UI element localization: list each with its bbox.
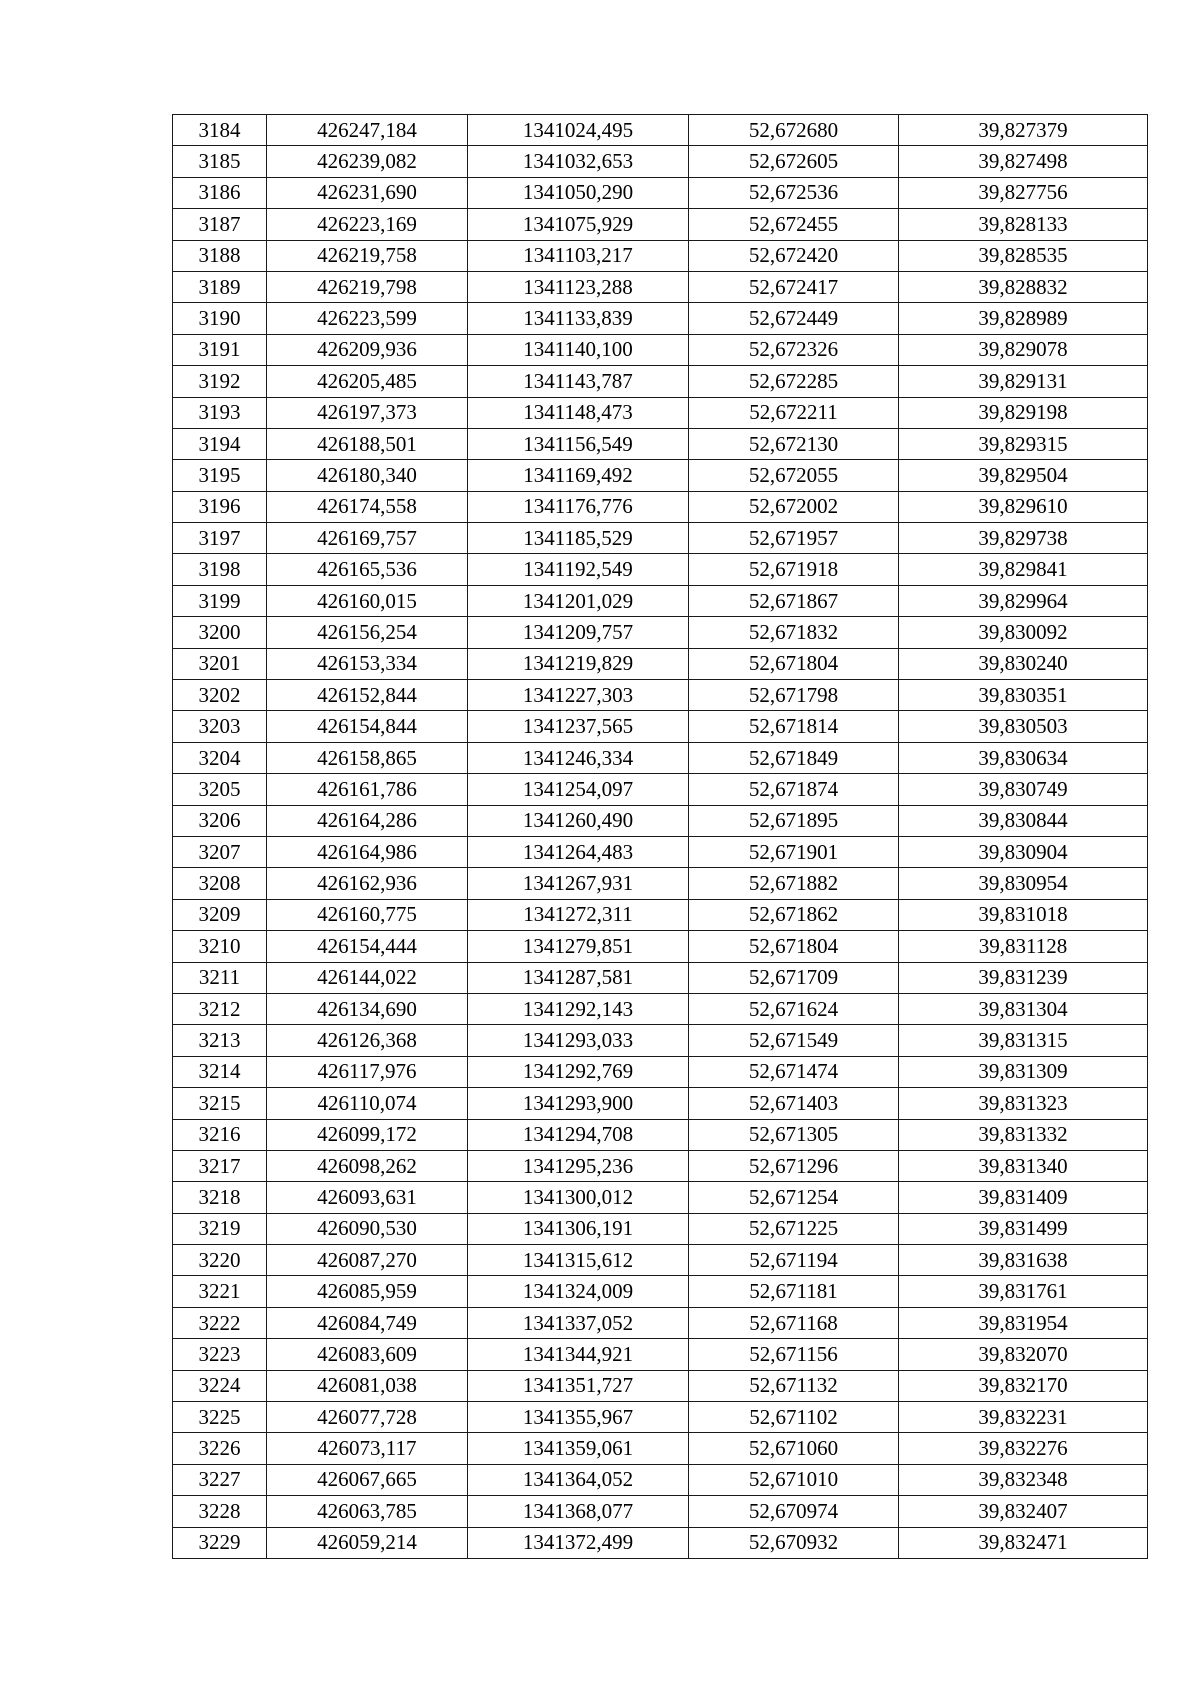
table-row xyxy=(173,177,1148,208)
table-cell: 39,831323 xyxy=(899,1088,1148,1119)
table-row xyxy=(173,742,1148,773)
table-cell: 3204 xyxy=(173,742,267,773)
table-cell: 3209 xyxy=(173,899,267,930)
table-cell: 3226 xyxy=(173,1433,267,1464)
table-cell: 1341292,769 xyxy=(468,1056,689,1087)
table-cell: 3224 xyxy=(173,1370,267,1401)
table-row xyxy=(173,209,1148,240)
table-cell: 39,832348 xyxy=(899,1464,1148,1495)
table-cell: 3213 xyxy=(173,1025,267,1056)
table-cell: 3228 xyxy=(173,1496,267,1527)
table-cell: 52,671132 xyxy=(689,1370,899,1401)
table-cell: 1341272,311 xyxy=(468,899,689,930)
table-cell: 52,671804 xyxy=(689,648,899,679)
table-row xyxy=(173,680,1148,711)
table-cell: 52,671060 xyxy=(689,1433,899,1464)
table-row xyxy=(173,115,1148,146)
table-cell: 52,670974 xyxy=(689,1496,899,1527)
table-cell: 39,828989 xyxy=(899,303,1148,334)
table-cell: 1341260,490 xyxy=(468,805,689,836)
table-cell: 1341201,029 xyxy=(468,585,689,616)
table-cell: 52,671895 xyxy=(689,805,899,836)
table-row xyxy=(173,334,1148,365)
table-row xyxy=(173,554,1148,585)
table-cell: 39,830954 xyxy=(899,868,1148,899)
table-row xyxy=(173,1307,1148,1338)
table-cell: 52,672605 xyxy=(689,146,899,177)
table-cell: 1341300,012 xyxy=(468,1182,689,1213)
table-cell: 39,832070 xyxy=(899,1339,1148,1370)
table-cell: 426154,444 xyxy=(267,931,468,962)
table-cell: 1341140,100 xyxy=(468,334,689,365)
table-cell: 52,671918 xyxy=(689,554,899,585)
table-cell: 52,671194 xyxy=(689,1245,899,1276)
table-cell: 3197 xyxy=(173,523,267,554)
table-cell: 3212 xyxy=(173,993,267,1024)
table-cell: 52,671804 xyxy=(689,931,899,962)
table-row xyxy=(173,1496,1148,1527)
table-cell: 3200 xyxy=(173,617,267,648)
table-cell: 52,671709 xyxy=(689,962,899,993)
table-cell: 3207 xyxy=(173,836,267,867)
table-cell: 52,671957 xyxy=(689,523,899,554)
table-cell: 1341364,052 xyxy=(468,1464,689,1495)
table-cell: 1341287,581 xyxy=(468,962,689,993)
table-row xyxy=(173,1433,1148,1464)
table-cell: 3219 xyxy=(173,1213,267,1244)
table-cell: 39,831638 xyxy=(899,1245,1148,1276)
table-cell: 1341355,967 xyxy=(468,1402,689,1433)
table-cell: 52,672211 xyxy=(689,397,899,428)
table-cell: 52,671225 xyxy=(689,1213,899,1244)
table-row xyxy=(173,1339,1148,1370)
table-cell: 1341264,483 xyxy=(468,836,689,867)
table-cell: 426093,631 xyxy=(267,1182,468,1213)
table-cell: 3222 xyxy=(173,1307,267,1338)
table-cell: 3192 xyxy=(173,366,267,397)
table-cell: 426063,785 xyxy=(267,1496,468,1527)
table-cell: 426090,530 xyxy=(267,1213,468,1244)
table-cell: 3189 xyxy=(173,271,267,302)
table-cell: 426073,117 xyxy=(267,1433,468,1464)
table-cell: 3198 xyxy=(173,554,267,585)
table-cell: 1341295,236 xyxy=(468,1150,689,1181)
table-cell: 3210 xyxy=(173,931,267,962)
table-row xyxy=(173,428,1148,459)
table-cell: 3227 xyxy=(173,1464,267,1495)
table-cell: 1341209,757 xyxy=(468,617,689,648)
table-cell: 39,829738 xyxy=(899,523,1148,554)
table-cell: 39,832407 xyxy=(899,1496,1148,1527)
table-cell: 39,831340 xyxy=(899,1150,1148,1181)
table-row xyxy=(173,1527,1148,1558)
table-row xyxy=(173,899,1148,930)
table-cell: 52,671901 xyxy=(689,836,899,867)
table-row xyxy=(173,1088,1148,1119)
table-cell: 426126,368 xyxy=(267,1025,468,1056)
table-cell: 426188,501 xyxy=(267,428,468,459)
table-row xyxy=(173,868,1148,899)
table-cell: 52,672417 xyxy=(689,271,899,302)
table-row xyxy=(173,648,1148,679)
table-row xyxy=(173,366,1148,397)
table-row xyxy=(173,271,1148,302)
table-cell: 1341169,492 xyxy=(468,460,689,491)
table-cell: 426117,976 xyxy=(267,1056,468,1087)
table-cell: 426077,728 xyxy=(267,1402,468,1433)
table-row xyxy=(173,523,1148,554)
table-cell: 3205 xyxy=(173,774,267,805)
table-cell: 52,671624 xyxy=(689,993,899,1024)
table-cell: 426205,485 xyxy=(267,366,468,397)
table-row xyxy=(173,491,1148,522)
table-cell: 1341075,929 xyxy=(468,209,689,240)
table-cell: 39,831315 xyxy=(899,1025,1148,1056)
table-cell: 3201 xyxy=(173,648,267,679)
table-cell: 3194 xyxy=(173,428,267,459)
table-cell: 3191 xyxy=(173,334,267,365)
table-cell: 39,828133 xyxy=(899,209,1148,240)
table-cell: 52,671403 xyxy=(689,1088,899,1119)
table-cell: 39,827498 xyxy=(899,146,1148,177)
table-cell: 52,672055 xyxy=(689,460,899,491)
table-cell: 39,830844 xyxy=(899,805,1148,836)
table-cell: 3220 xyxy=(173,1245,267,1276)
table-cell: 52,671305 xyxy=(689,1119,899,1150)
table-cell: 1341103,217 xyxy=(468,240,689,271)
table-row xyxy=(173,711,1148,742)
table-cell: 426158,865 xyxy=(267,742,468,773)
table-cell: 426134,690 xyxy=(267,993,468,1024)
table-cell: 52,671874 xyxy=(689,774,899,805)
table-cell: 3217 xyxy=(173,1150,267,1181)
table-cell: 39,831499 xyxy=(899,1213,1148,1244)
table-cell: 3229 xyxy=(173,1527,267,1558)
table-cell: 39,832170 xyxy=(899,1370,1148,1401)
table-cell: 39,830749 xyxy=(899,774,1148,805)
table-cell: 1341024,495 xyxy=(468,115,689,146)
table-cell: 426161,786 xyxy=(267,774,468,805)
table-cell: 426144,022 xyxy=(267,962,468,993)
table-cell: 1341368,077 xyxy=(468,1496,689,1527)
table-row xyxy=(173,774,1148,805)
table-cell: 3196 xyxy=(173,491,267,522)
table-cell: 426239,082 xyxy=(267,146,468,177)
table-row xyxy=(173,836,1148,867)
table-cell: 1341306,191 xyxy=(468,1213,689,1244)
table-cell: 3218 xyxy=(173,1182,267,1213)
table-cell: 426067,665 xyxy=(267,1464,468,1495)
table-cell: 426110,074 xyxy=(267,1088,468,1119)
table-row xyxy=(173,1182,1148,1213)
table-cell: 3208 xyxy=(173,868,267,899)
table-cell: 1341292,143 xyxy=(468,993,689,1024)
table-cell: 39,830503 xyxy=(899,711,1148,742)
table-cell: 39,829964 xyxy=(899,585,1148,616)
table-cell: 1341344,921 xyxy=(468,1339,689,1370)
table-cell: 426083,609 xyxy=(267,1339,468,1370)
table-cell: 426247,184 xyxy=(267,115,468,146)
table-cell: 1341032,653 xyxy=(468,146,689,177)
table-cell: 1341279,851 xyxy=(468,931,689,962)
table-row xyxy=(173,617,1148,648)
table-cell: 3186 xyxy=(173,177,267,208)
table-cell: 52,671849 xyxy=(689,742,899,773)
table-cell: 426223,169 xyxy=(267,209,468,240)
table-cell: 52,671254 xyxy=(689,1182,899,1213)
table-row xyxy=(173,303,1148,334)
table-cell: 3199 xyxy=(173,585,267,616)
table-cell: 3190 xyxy=(173,303,267,334)
table-cell: 3187 xyxy=(173,209,267,240)
table-cell: 39,831954 xyxy=(899,1307,1148,1338)
table-cell: 52,672449 xyxy=(689,303,899,334)
table-cell: 52,671832 xyxy=(689,617,899,648)
table-cell: 52,671798 xyxy=(689,680,899,711)
table-cell: 3188 xyxy=(173,240,267,271)
table-cell: 39,832276 xyxy=(899,1433,1148,1464)
table-cell: 52,671549 xyxy=(689,1025,899,1056)
table-cell: 52,671862 xyxy=(689,899,899,930)
table-cell: 1341123,288 xyxy=(468,271,689,302)
table-row xyxy=(173,1150,1148,1181)
table-cell: 426165,536 xyxy=(267,554,468,585)
table-cell: 52,671010 xyxy=(689,1464,899,1495)
table-cell: 52,671296 xyxy=(689,1150,899,1181)
table-cell: 426098,262 xyxy=(267,1150,468,1181)
table-cell: 1341337,052 xyxy=(468,1307,689,1338)
table-cell: 3193 xyxy=(173,397,267,428)
table-cell: 39,827756 xyxy=(899,177,1148,208)
table-cell: 39,830240 xyxy=(899,648,1148,679)
table-cell: 3215 xyxy=(173,1088,267,1119)
table-cell: 1341267,931 xyxy=(468,868,689,899)
table-cell: 39,831409 xyxy=(899,1182,1148,1213)
table-cell: 39,831309 xyxy=(899,1056,1148,1087)
table-cell: 426164,986 xyxy=(267,836,468,867)
table-cell: 52,671168 xyxy=(689,1307,899,1338)
table-cell: 426209,936 xyxy=(267,334,468,365)
table-cell: 3206 xyxy=(173,805,267,836)
table-row xyxy=(173,1464,1148,1495)
table-cell: 39,829198 xyxy=(899,397,1148,428)
table-cell: 39,830634 xyxy=(899,742,1148,773)
table-cell: 1341219,829 xyxy=(468,648,689,679)
table-cell: 426084,749 xyxy=(267,1307,468,1338)
table-cell: 1341254,097 xyxy=(468,774,689,805)
table-cell: 426219,798 xyxy=(267,271,468,302)
table-cell: 1341293,900 xyxy=(468,1088,689,1119)
table-cell: 1341315,612 xyxy=(468,1245,689,1276)
table-cell: 3221 xyxy=(173,1276,267,1307)
table-cell: 1341050,290 xyxy=(468,177,689,208)
table-cell: 52,672002 xyxy=(689,491,899,522)
table-cell: 426223,599 xyxy=(267,303,468,334)
table-row xyxy=(173,1276,1148,1307)
table-cell: 52,671474 xyxy=(689,1056,899,1087)
table-cell: 1341372,499 xyxy=(468,1527,689,1558)
table-cell: 426154,844 xyxy=(267,711,468,742)
table-cell: 426153,334 xyxy=(267,648,468,679)
table-cell: 39,831018 xyxy=(899,899,1148,930)
table-cell: 39,829504 xyxy=(899,460,1148,491)
coordinates-table xyxy=(172,114,1148,1559)
table-cell: 426099,172 xyxy=(267,1119,468,1150)
table-row xyxy=(173,146,1148,177)
table-cell: 52,672285 xyxy=(689,366,899,397)
table-cell: 426087,270 xyxy=(267,1245,468,1276)
table-cell: 39,832231 xyxy=(899,1402,1148,1433)
table-cell: 52,671156 xyxy=(689,1339,899,1370)
table-cell: 3185 xyxy=(173,146,267,177)
table-cell: 52,672455 xyxy=(689,209,899,240)
table-cell: 3225 xyxy=(173,1402,267,1433)
table-cell: 39,828535 xyxy=(899,240,1148,271)
table-row xyxy=(173,397,1148,428)
table-cell: 39,828832 xyxy=(899,271,1148,302)
table-cell: 426174,558 xyxy=(267,491,468,522)
table-cell: 39,831332 xyxy=(899,1119,1148,1150)
table-cell: 1341143,787 xyxy=(468,366,689,397)
table-row xyxy=(173,240,1148,271)
table-cell: 39,831239 xyxy=(899,962,1148,993)
table-cell: 3202 xyxy=(173,680,267,711)
table-cell: 52,671882 xyxy=(689,868,899,899)
table-cell: 1341324,009 xyxy=(468,1276,689,1307)
table-cell: 1341294,708 xyxy=(468,1119,689,1150)
table-cell: 1341176,776 xyxy=(468,491,689,522)
table-row xyxy=(173,1402,1148,1433)
table-cell: 1341237,565 xyxy=(468,711,689,742)
table-cell: 52,672326 xyxy=(689,334,899,365)
table-cell: 52,672130 xyxy=(689,428,899,459)
table-cell: 426059,214 xyxy=(267,1527,468,1558)
table-cell: 426197,373 xyxy=(267,397,468,428)
table-cell: 426085,959 xyxy=(267,1276,468,1307)
table-cell: 1341185,529 xyxy=(468,523,689,554)
coordinates-table-body xyxy=(173,115,1148,1559)
table-cell: 52,672680 xyxy=(689,115,899,146)
table-cell: 52,672536 xyxy=(689,177,899,208)
table-cell: 426180,340 xyxy=(267,460,468,491)
table-cell: 426160,015 xyxy=(267,585,468,616)
table-row xyxy=(173,1370,1148,1401)
table-cell: 426160,775 xyxy=(267,899,468,930)
table-cell: 39,829610 xyxy=(899,491,1148,522)
table-cell: 39,830904 xyxy=(899,836,1148,867)
table-cell: 39,831304 xyxy=(899,993,1148,1024)
table-row xyxy=(173,460,1148,491)
table-cell: 39,832471 xyxy=(899,1527,1148,1558)
table-cell: 3195 xyxy=(173,460,267,491)
table-cell: 52,671181 xyxy=(689,1276,899,1307)
table-cell: 39,829078 xyxy=(899,334,1148,365)
table-cell: 426169,757 xyxy=(267,523,468,554)
table-cell: 39,829841 xyxy=(899,554,1148,585)
table-cell: 1341246,334 xyxy=(468,742,689,773)
table-cell: 3214 xyxy=(173,1056,267,1087)
table-cell: 52,671814 xyxy=(689,711,899,742)
table-cell: 39,827379 xyxy=(899,115,1148,146)
table-cell: 52,670932 xyxy=(689,1527,899,1558)
table-cell: 39,830351 xyxy=(899,680,1148,711)
table-cell: 3216 xyxy=(173,1119,267,1150)
table-cell: 426152,844 xyxy=(267,680,468,711)
table-row xyxy=(173,1213,1148,1244)
table-row xyxy=(173,1119,1148,1150)
table-cell: 1341133,839 xyxy=(468,303,689,334)
table-cell: 39,829131 xyxy=(899,366,1148,397)
table-cell: 426164,286 xyxy=(267,805,468,836)
table-row xyxy=(173,805,1148,836)
table-cell: 52,671867 xyxy=(689,585,899,616)
table-cell: 1341156,549 xyxy=(468,428,689,459)
table-row xyxy=(173,1025,1148,1056)
table-cell: 426162,936 xyxy=(267,868,468,899)
table-cell: 3223 xyxy=(173,1339,267,1370)
table-cell: 1341148,473 xyxy=(468,397,689,428)
table-cell: 39,830092 xyxy=(899,617,1148,648)
table-cell: 39,831761 xyxy=(899,1276,1148,1307)
table-cell: 1341359,061 xyxy=(468,1433,689,1464)
table-cell: 1341192,549 xyxy=(468,554,689,585)
table-row xyxy=(173,962,1148,993)
table-row xyxy=(173,931,1148,962)
table-cell: 39,829315 xyxy=(899,428,1148,459)
table-row xyxy=(173,993,1148,1024)
table-cell: 426156,254 xyxy=(267,617,468,648)
table-row xyxy=(173,1056,1148,1087)
table-row xyxy=(173,1245,1148,1276)
table-cell: 426081,038 xyxy=(267,1370,468,1401)
table-cell: 3203 xyxy=(173,711,267,742)
table-cell: 426231,690 xyxy=(267,177,468,208)
table-row xyxy=(173,585,1148,616)
table-cell: 52,672420 xyxy=(689,240,899,271)
table-cell: 1341293,033 xyxy=(468,1025,689,1056)
table-cell: 3211 xyxy=(173,962,267,993)
table-cell: 426219,758 xyxy=(267,240,468,271)
table-cell: 39,831128 xyxy=(899,931,1148,962)
table-cell: 1341227,303 xyxy=(468,680,689,711)
table-cell: 1341351,727 xyxy=(468,1370,689,1401)
table-cell: 3184 xyxy=(173,115,267,146)
table-cell: 52,671102 xyxy=(689,1402,899,1433)
